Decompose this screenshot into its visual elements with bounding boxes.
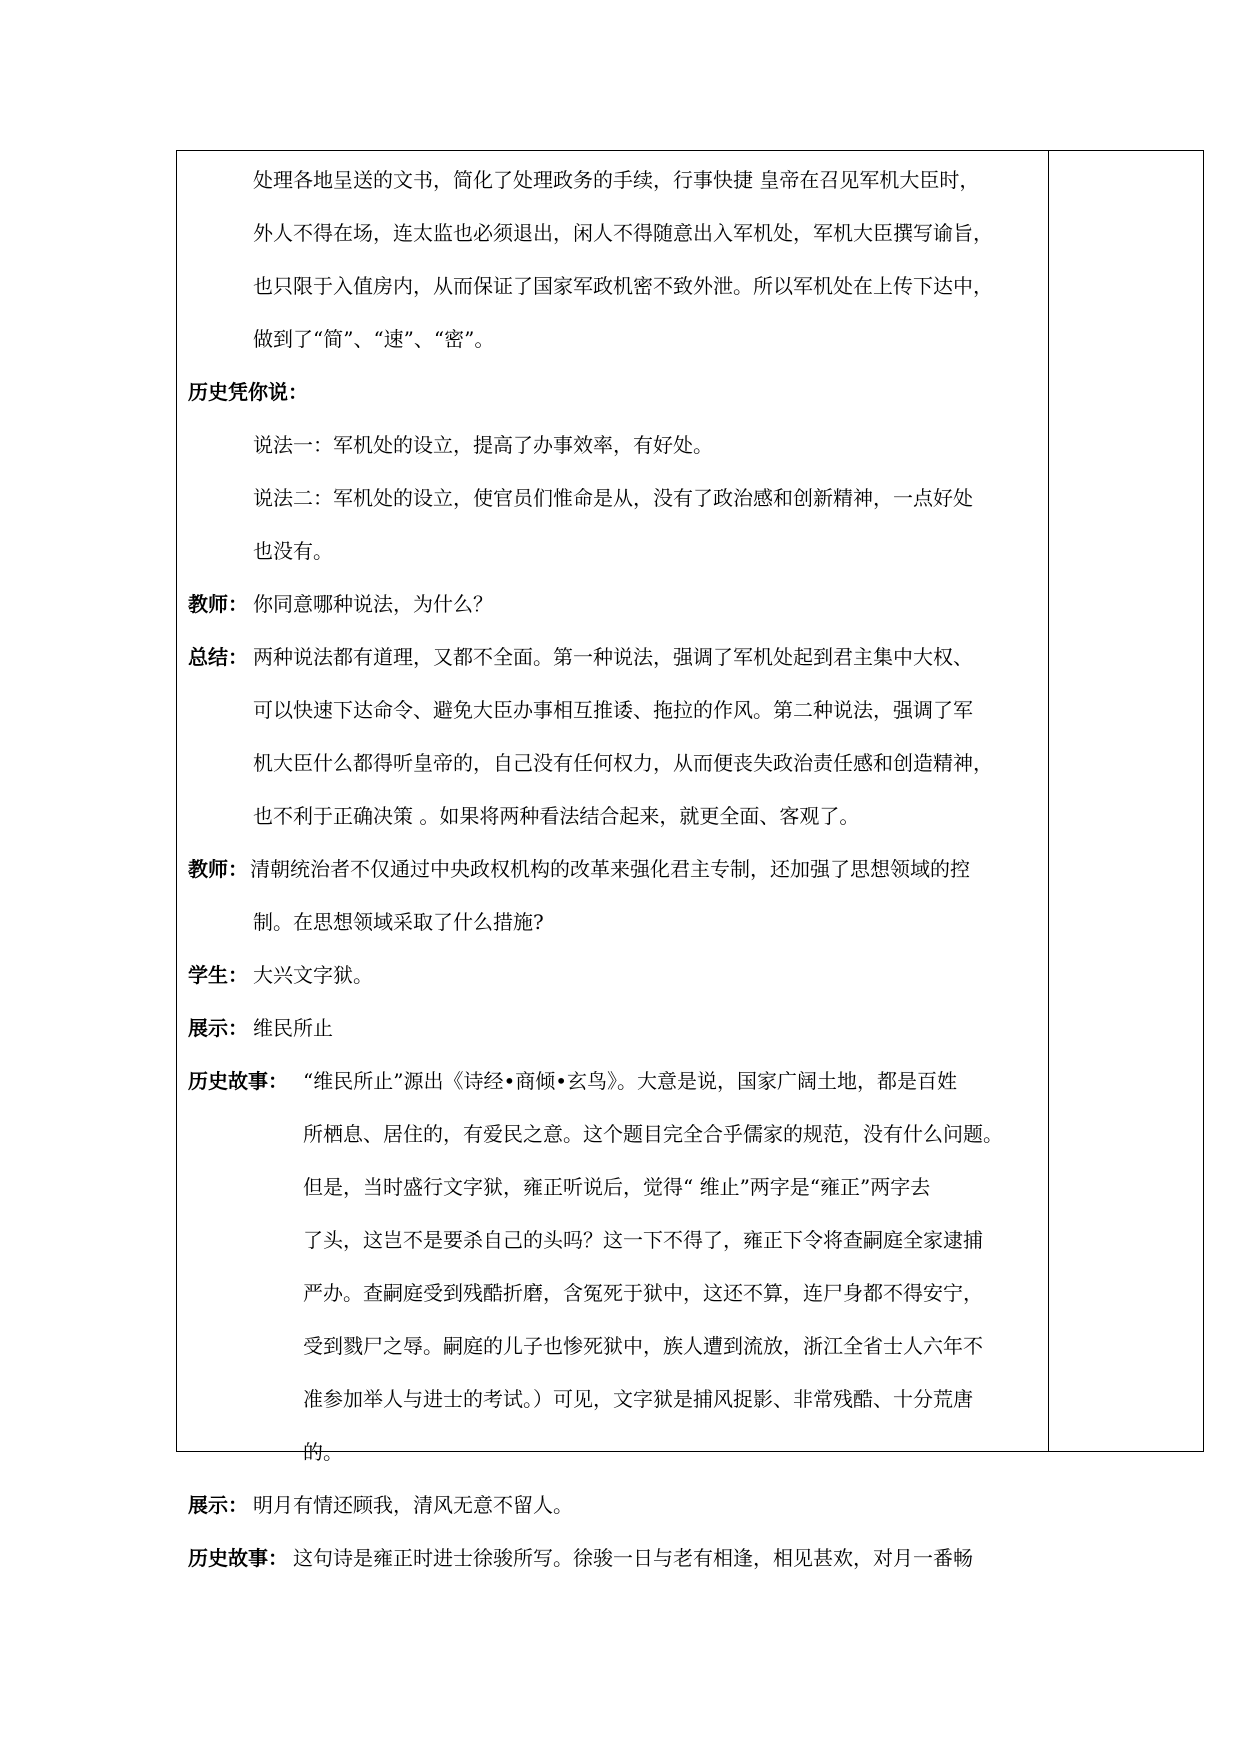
summary-line-3: 机大臣什么都得听皇帝的，自己没有任何权力，从而便丧失政治责任感和创造精神， [253, 751, 993, 775]
para1-line-2: 外人不得在场，连太监也必须退出，闲人不得随意出入军机处，军机大臣撰写谕旨， [253, 221, 993, 245]
teacher-label: 教师： [188, 592, 248, 616]
para1-line-3: 也只限于入值房内，从而保证了国家军政机密不致外泄。所以军机处在上传下达中， [253, 274, 993, 298]
show-label: 展示： [188, 1016, 248, 1040]
teacher2-line-1: 清朝统治者不仅通过中央政权机构的改革来强化君主专制，还加强了思想领域的控 [250, 857, 970, 881]
summary-line-1: 两种说法都有道理，又都不全面。第一种说法，强调了军机处起到君主集中大权、 [253, 645, 973, 669]
story-line-6: 受到戮尸之辱。嗣庭的儿子也惨死狱中，族人遭到流放，浙江全省士人六年不 [303, 1334, 983, 1358]
student-label: 学生： [188, 963, 248, 987]
section-label-history-say: 历史凭你说： [188, 380, 308, 404]
story-line-4: 了头，这岂不是要杀自己的头吗？这一下不得了，雍正下令将查嗣庭全家逮捕 [303, 1228, 983, 1252]
view-2: 说法二：军机处的设立，使官员们惟命是从，没有了政治感和创新精神，一点好处 [253, 486, 973, 510]
show-text-2: 明月有情还顾我，清风无意不留人。 [253, 1493, 573, 1517]
view-2-cont: 也没有。 [253, 539, 333, 563]
para1-line-1: 处理各地呈送的文书，简化了处理政务的手续，行事快捷 皇帝在召见军机大臣时， [253, 168, 980, 192]
story-line-3: 但是，当时盛行文字狱，雍正听说后，觉得“ 维止”两字是“雍正”两字去 [303, 1175, 931, 1199]
story-line-7: 准参加举人与进士的考试。）可见，文字狱是捕风捉影、非常残酷、十分荒唐 [303, 1387, 973, 1411]
story-line-2: 所栖息、居住的，有爱民之意。这个题目完全合乎儒家的规范，没有什么问题。 [303, 1122, 1003, 1146]
story-line-5: 严办。查嗣庭受到残酷折磨，含冤死于狱中，这还不算，连尸身都不得安宁， [303, 1281, 983, 1305]
show-label-2: 展示： [188, 1493, 248, 1517]
show-text: 维民所止 [253, 1016, 333, 1040]
story2-line-1: 这句诗是雍正时进士徐骏所写。徐骏一日与老有相逢，相见甚欢，对月一番畅 [293, 1546, 973, 1570]
teacher-label-2: 教师： [188, 857, 248, 881]
story-label-2: 历史故事： [188, 1546, 288, 1570]
summary-line-2: 可以快速下达命令、避免大臣办事相互推诿、拖拉的作风。第二种说法，强调了军 [253, 698, 973, 722]
summary-label: 总结： [188, 645, 248, 669]
table-column-divider [1048, 150, 1049, 1452]
summary-line-4: 也不利于正确决策 。如果将两种看法结合起来，就更全面、客观了。 [253, 804, 860, 828]
view-1: 说法一：军机处的设立，提高了办事效率，有好处。 [253, 433, 713, 457]
story-line-8: 的。 [303, 1440, 343, 1464]
teacher2-line-2: 制。在思想领域采取了什么措施? [253, 910, 544, 934]
story-line-1: “维民所止”源出《诗经•商倾•玄鸟》。大意是说，国家广阔土地，都是百姓 [303, 1069, 958, 1093]
teacher-question: 你同意哪种说法，为什么？ [253, 592, 493, 616]
para1-line-4: 做到了“简”、“速”、“密”。 [253, 327, 495, 351]
story-label: 历史故事： [188, 1069, 288, 1093]
student-answer: 大兴文字狱。 [253, 963, 373, 987]
